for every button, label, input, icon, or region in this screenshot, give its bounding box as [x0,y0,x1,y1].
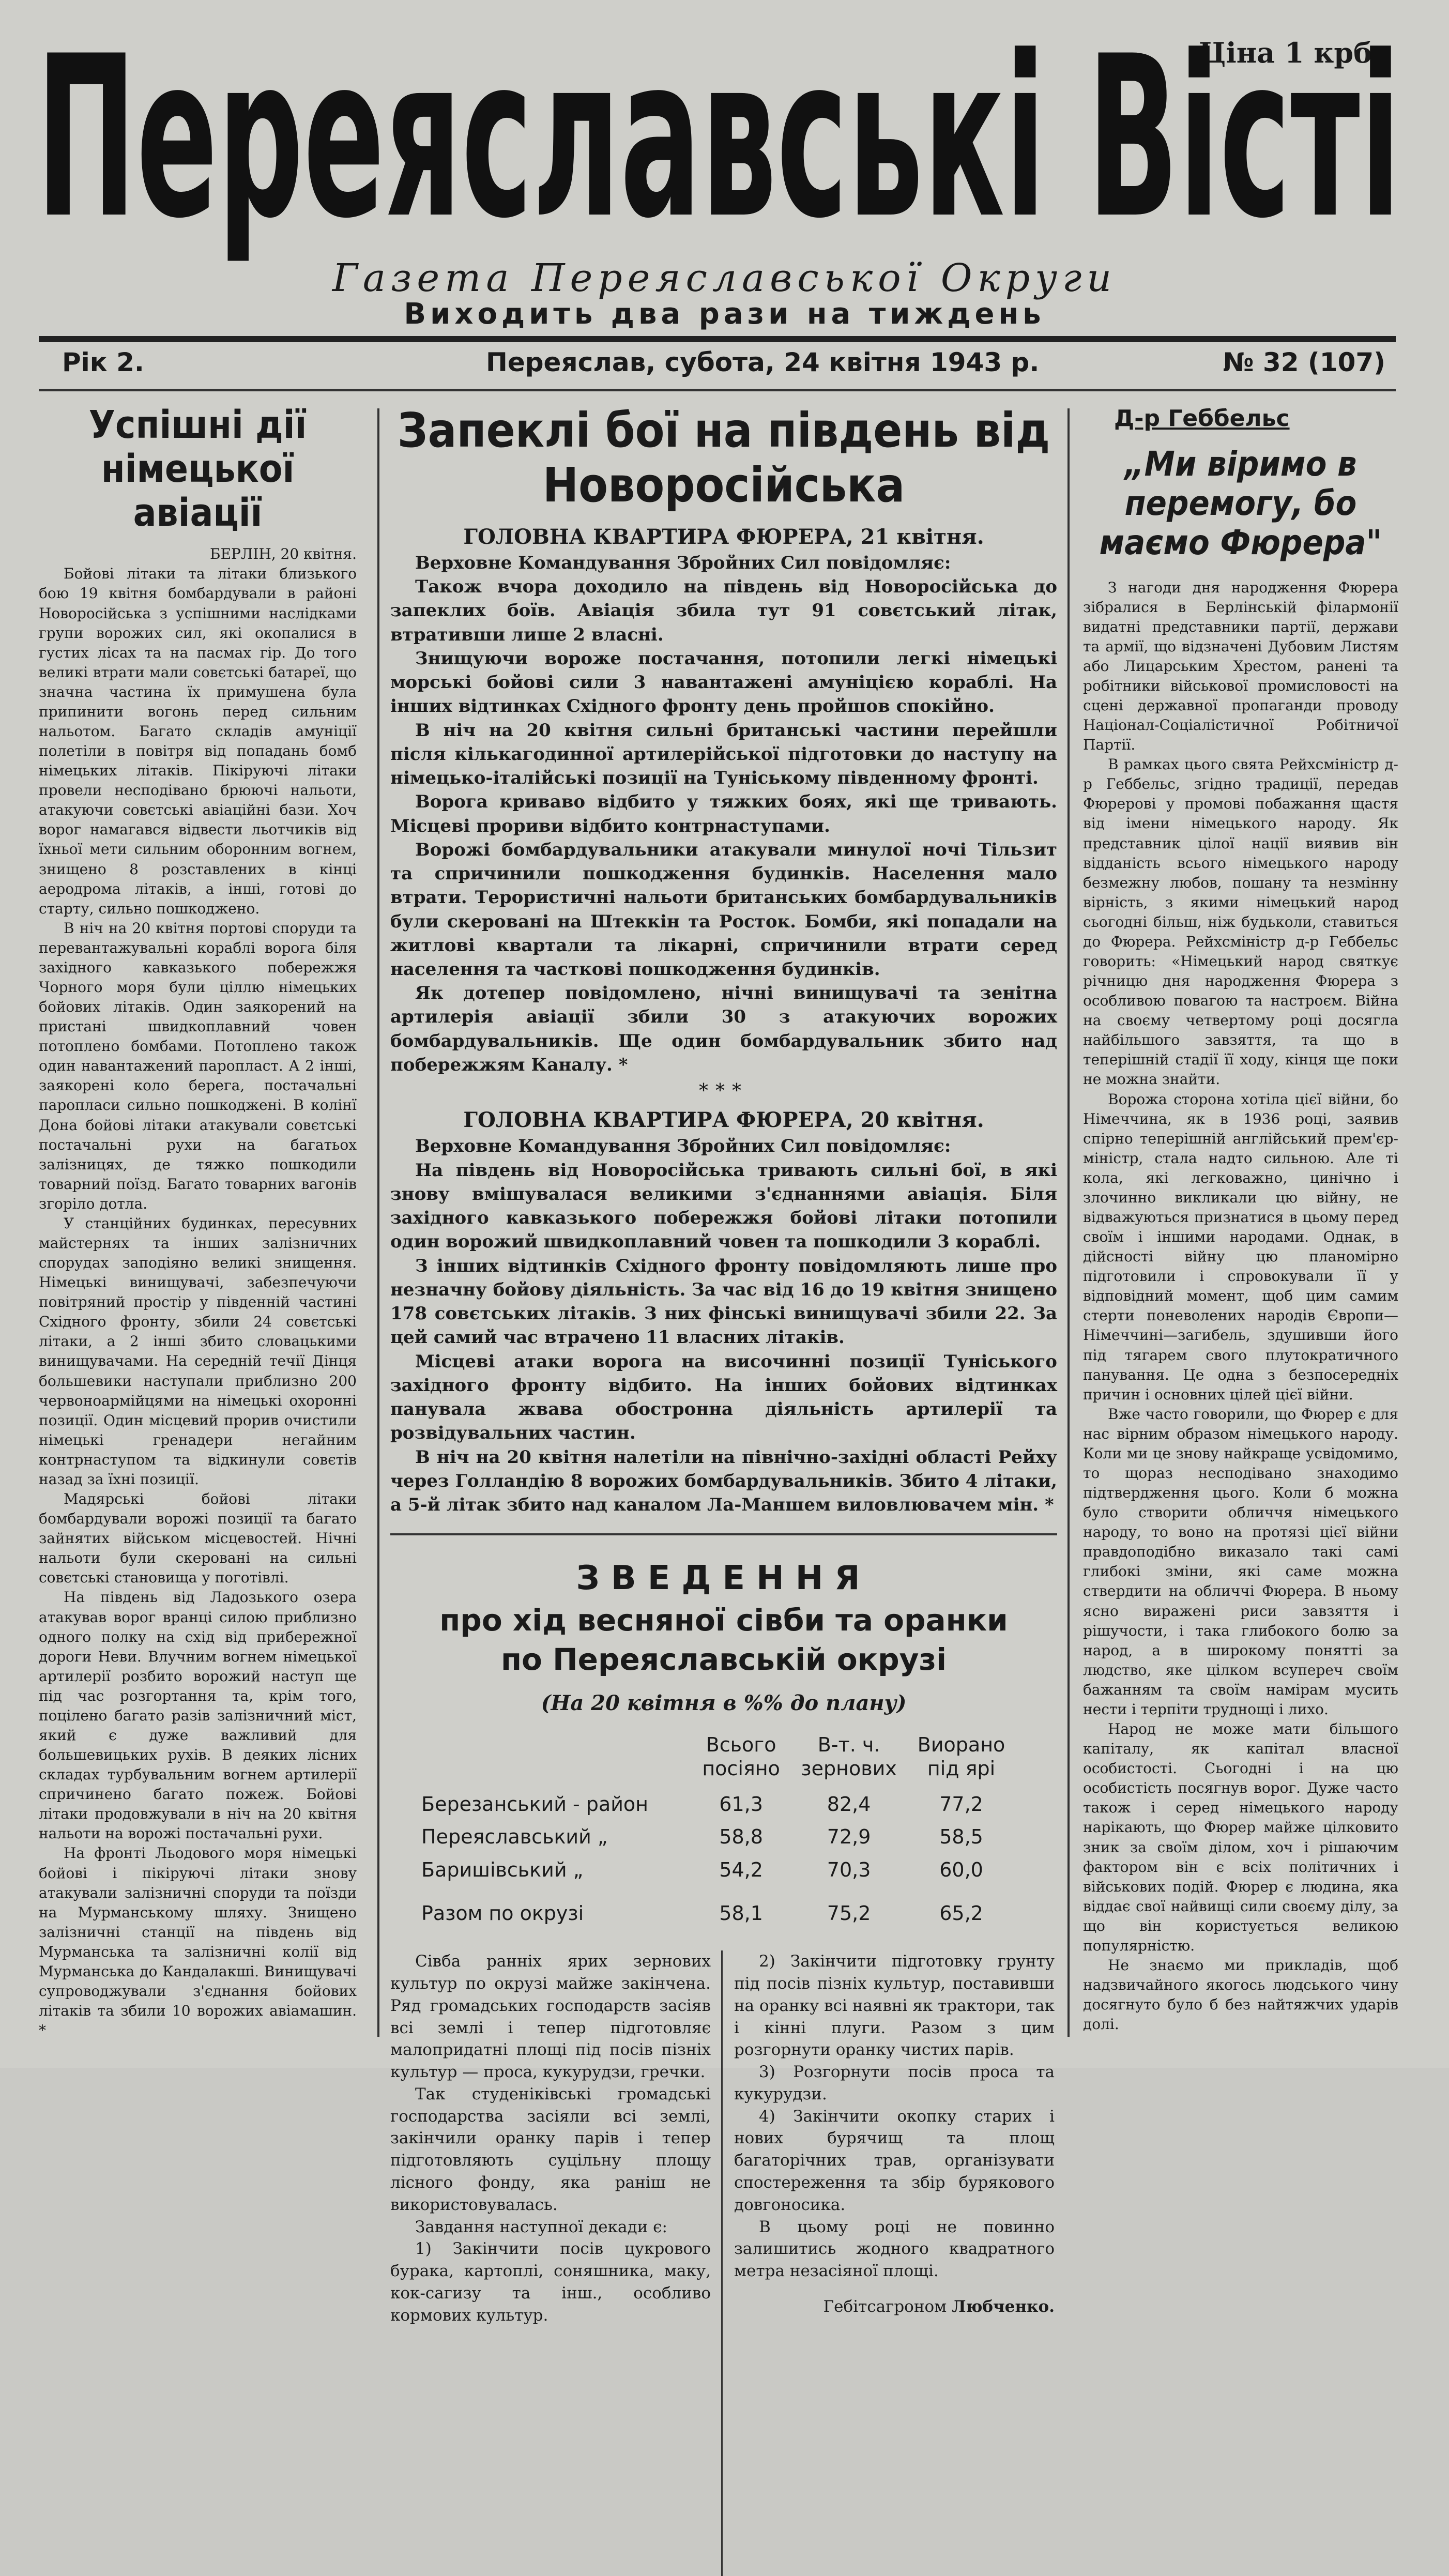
report1-paragraph: Як дотепер повідомлено, нічні винищувачі та зенітна артилерія авіації збили 30 з атакуючих ворожих бомбардувальників. Ще один бомбардувальник збито над побережжям Каналу. * [390,983,1057,1075]
report-paragraph: 1) Закінчити посів цукрового бурака, картоплі, соняшника, маку, кок-сагизу та інш., особливо кормових культур. [390,2239,711,2325]
column-divider-right [1067,408,1070,2037]
right-article-paragraph: З нагоди дня народження Фюрера зібралися в Берлінській філармонії видатні представники партії, держави та армії, що відзначені Дубовим Листям або Лицарським Хрестом, ранені та робітники військової промисловості на сцені державної пропаганди проводу Націонал-Соціалістичної Робітничої Партії. [1083,578,1398,754]
report-divider [390,1533,1057,1535]
report-paragraph: Так студеніківські громадські господарства засіяли всі землі, закінчили оранку парів і тепер підготовляють суцільну площу лісного фонду, яка раніш не використовувалась. [390,2084,711,2214]
report2-paragraph: В ніч на 20 квітня налетіли на північно-західні області Рейху через Голландію 8 ворожих бомбардувальників. Збито 4 літаки, а 5-й літак збито над каналом Ла-Маншем виловлювачем мін. * [390,1446,1057,1515]
report-signature [734,2296,1055,2318]
table-header-blank [421,1733,691,1788]
masthead-rule-bottom [39,389,1396,391]
report-paragraph: Завдання наступної декади є: [415,2217,667,2236]
newspaper-title [21,9,1416,267]
price: Ціна 1 крб. [1199,36,1382,69]
report2-heading: ГОЛОВНА КВАРТИРА ФЮРЕРА, 20 квітня. [463,1108,984,1133]
volume-year: Рік 2. [62,347,144,377]
table-cell: 75,2 [827,1901,871,1925]
left-article-paragraph: Мадярські бойові літаки бомбардували ворожі позиції та багато зайнятих військом місцевостей. Нічні нальоти були скеровані на сильні совєтські становища у поготівлі. [39,1490,357,1587]
report-paragraph: Сівба ранніх ярих зернових культур по окрузі майже закінчена. Ряд громадських господарств засіяв всі землі і тепер підготовляє малопридатні площі під посів пізніх культур — проса, кукурудзи, гречки. [390,1952,711,2082]
left-article-paragraph: На фронті Льодового моря німецькі бойові і пікіруючі літаки знову атакували залізничні споруди та поїзди на Мурманському шляху. Знищено залізничні станції на південь від Мурманська та залізничні колії від Мурманська до Кандалакші. Винищувачі супроводжували з'єднання бойових літаків та збили 10 ворожих авіамашин. * [39,1845,357,2039]
table-cell: 61,3 [719,1792,763,1816]
report1-paragraph: Знищуючи вороже постачання, потопили легкі німецькі морські бойові сили 3 навантажені амуніцією кораблі. На інших відтинках Східного фронту день пройшов спокійно. [390,648,1057,717]
right-article-paragraph: Не знаємо ми прикладів, щоб надзвичайного якогось людського чину досягнуто було б без найтяжчих ударів долі. [1083,1956,1398,2033]
column-divider-left [377,408,379,2037]
table-cell: 54,2 [719,1858,763,1881]
table-header: Всього посіяно [702,1733,780,1780]
right-article-paragraph: Вже часто говорили, що Фюрер є для нас вірним образом німецького народу. Коли ми це знову найкраще усвідомимо, то щораз несподівано знаходимо підтвердження цього. Коли б можна було створити обличчя німецького народу, то воно на протязі цієї війни правдоподібно виказало такі самі глибокі зміни, які саме можна ствердити на обличчі Фюрера. В ньому ясно виражені риси завзяття і рішучости, і така глибокого болю за народ, а в широкому понятті за людство, яке цілком всупереч своїм бажанням та своїм намірам мусить нести і терпіти труднощі і лихо. [1083,1405,1398,1718]
main-article [390,403,1057,2325]
table-cell: 70,3 [827,1858,871,1881]
table-cell: 82,4 [827,1792,871,1816]
table-row [421,1821,1016,1854]
table-cell: 65,2 [939,1901,983,1925]
right-article-headline: „Ми віримо в перемогу, бо маємо Фюрера" [1099,444,1382,562]
main-article-headline: Запеклі бої на південь від Новоросійська [397,403,1050,513]
table-row-label: Баришівський „ [421,1858,584,1881]
report-title: ЗВЕДЕННЯ [576,1559,872,1598]
article-author: Д-р Геббельс [1114,405,1290,432]
report1-paragraph: В ніч на 20 квітня сильні британські частини перейшли після кількагодинної артилерійської підготовки до наступу на німецько-італійські позиції на Туніському південному фронті. [390,720,1057,789]
left-article-dateline: БЕРЛІН, 20 квітня. [210,545,357,563]
table-row-total [421,1887,1016,1930]
table-row [421,1854,1016,1887]
left-article-paragraph: На південь від Ладозького озера атакував ворог вранці силою приблизно одного полку на схід від прибережної дороги Неви. Влучним вогнем німецької артилерії розбито ворожий наступ ще під час розгортання та, крім того, поцілено багато разів залізничний міст, який є дуже важливий для большевицьких рухів. В деяких лісних складах турбувальним вогнем артилерії спричинено багато пожеж. Бойові літаки продовжували в ніч на 20 квітня нальоти на ворожі постачальні рухи. [39,1589,357,1842]
table-cell: 72,9 [827,1825,871,1849]
report1-intro: Верховне Командування Збройних Сил повідомляє: [415,552,951,573]
table-cell: 58,1 [719,1901,763,1925]
table-cell: 58,8 [719,1825,763,1849]
right-article-paragraph: Ворожа сторона хотіла цієї війни, бо Німеччина, як в 1936 році, заявив спірно теперішній англійський прем'єр-міністр, стала надто сильною. Але ті кола, які легковажно, цинічно і злочинно викликали цю війну, не відважуються признатися в цьому перед своїм і іншими народами. Однак, в дійсності війну цю планомірно підготовили і спровокували її у відповідний момент, щоб цим самим стерти поневолених народів Європи—Німеччині—загибель, здушивши його під тягарем свого плутократичного панування. Це одна з безпосередніх причин і основних цілей цієї війни. [1083,1090,1398,1403]
table-row-label: Переяславський „ [421,1825,608,1849]
report2-intro: Верховне Командування Збройних Сил повідомляє: [415,1136,951,1157]
table-cell: 58,5 [939,1825,983,1849]
right-article-paragraph: Народ не може мати більшого капіталу, як капітал власної особистості. Сьогодні і на цю особистість посягнув ворог. Дуже часто також і серед німецького народу нарікають, що Фюрер майже цілковито зник за своїм ділом, хоч і рішаючим фактором він є всіх політичних і військових подій. Фюрер є людина, яка віддає свої найвищі сили своєму ділу, за що він користується великою популярністю. [1083,1720,1398,1954]
left-column-article [39,403,357,2047]
report-paragraph: В цьому році не повинно залишитись жодного квадратного метра незасіяної площі. [734,2217,1055,2281]
report1-paragraph: Ворожі бомбардувальники атакували минулої ночі Тільзит та спричинили пошкодження будинків. Населення мало втрати. Терористичні нальоти британських бомбардувальників були скеровані на Штеккін та Росток. Бомби, які попадали на житлові квартали та лікарні, спричинили втрати серед населення та часткові пошкодження будинків. [390,839,1057,980]
report-subtitle-line1: про хід весняної сівби та оранки [439,1603,1008,1638]
report2-paragraph: На південь від Новоросійська тривають сильні бої, в які знову вмішувалася великими з'єднаннями авіація. Біля західного кавказького побережжя бойові літаки потопили один ворожий швидкоплавний човен та пошкодили 3 кораблі. [390,1160,1057,1253]
left-article-paragraph: Бойові літаки та літаки близького бою 19 квітня бомбардували в районі Новоросійська з успішними наслідками групи ворожих сил, які окопалися в густих лісах та на пасмах гір. До того великі втрати мали совєтські батареї, що значна частина їх примушена була припинити вогонь перед сильним нальотом. Багато складів амуніції полетіли в повітря від попадань бомб німецьких літаків. Пікіруючі літаки провели несподівано брюючі нальоти, атакуючи совєтські авіаційні бази. Хоч ворог намагався відвести льотчиків від їхньої мети сильним оборонним вогнем, знищено 8 розставлених в кінці аеродрома літаків, а інші, готові до старту, сильно пошкоджено. [39,565,357,917]
issue-info-bar [62,347,1385,384]
table-header: Виорано під ярі [917,1733,1005,1780]
signature-title: Гебітсагроном [823,2297,947,2316]
table-row [421,1788,1016,1821]
sowing-table [421,1733,1016,1930]
issue-dateline: Переяслав, субота, 24 квітня 1943 р. [486,347,1040,377]
table-header: В-т. ч. зернових [801,1733,897,1780]
right-article-paragraph: В рамках цього свята Рейхсміністр д-р Геббельс, згідно традиції, передав Фюрерові у промові побажання щастя від імени німецького народу. Як представник цілої нації виявив він відданість всього німецького народу безмежну любов, пошану та незмінну вірність, з якими німецький народ сьогодні більш, ніж будьколи, ставиться до Фюрера. Рейхсміністр д-р Геббельс говорить: «Німецький народ святкує річницю дня народження Фюрера з особливою повагою та настроєм. Війна на своєму четвертому році досягла найбільшого завзяття, та що в теперішній стадії її ходу, кінця ще поки не можна знайти. [1083,756,1398,1088]
report-column-divider [721,1950,723,2576]
masthead-rule-top [39,336,1396,342]
section-separator: *** [699,1080,749,1102]
table-cell: 60,0 [939,1858,983,1881]
table-header-row [421,1733,1016,1788]
issue-number: № 32 (107) [1223,347,1385,377]
left-article-paragraph: В ніч на 20 квітня портові споруди та перевантажувальні кораблі ворога біля західного кавказького побережжя Чорного моря були ціллю німецьких бойових літаків. Один заякорений на пристані швидкоплавний човен потоплено бомбами. Потоплено також один навантажений паропласт. А 2 інші, заякорені коло берега, постачальні паропласи сильно пошкоджені. В колінї Дона бойові літаки атакували совєтські постачальні рухи на багатьох залізницях, де тяжко пошкодили товарний поїзд. Багато товарних вагонів згоріло дотла. [39,919,357,1212]
report-text-col2 [734,1950,1055,2318]
left-article-headline: Успішні дії німецької авіації [88,403,307,536]
table-cell: 77,2 [939,1792,983,1816]
table-row-label: Березанський - район [421,1792,648,1816]
report1-heading: ГОЛОВНА КВАРТИРА ФЮРЕРА, 21 квітня. [463,524,984,549]
report-paragraph: 4) Закінчити окопку старих і нових бурячищ та площ багаторічних трав, організувати спостереження та збір бурякового довгоносика. [734,2107,1055,2214]
report-text-col1 [390,1950,711,2326]
report1-paragraph: Ворога криваво відбито у тяжких боях, які ще тривають. Місцеві прориви відбито контрнаступами. [390,791,1057,836]
report-note: (На 20 квітня в %% до плану) [541,1691,907,1716]
report-subtitle-line2: по Переяславській окрузі [500,1641,947,1677]
report1-paragraph: Також вчора доходило на південь від Новоросійська до запеклих боїв. Авіація збила тут 91 совєтський літак, втративши лише 2 власні. [390,576,1057,645]
report2-paragraph: З інших відтинків Східного фронту повідомляють лише про незначну бойову діяльність. За час від 16 до 19 квітня знищено 178 совєтських літаків. З них фінські винищувачі збили 22. За цей самий час втрачено 11 власних літаків. [390,1255,1057,1348]
publication-frequency: Виходить два рази на тиждень [404,297,1045,331]
report-paragraph: 3) Розгорнути посів проса та кукурудзи. [734,2063,1055,2104]
report-paragraph: 2) Закінчити підготовку грунту під посів пізніх культур, поставивши на оранку всі наявні як трактори, так і кінні плуги. Разом з цим розгорнути оранку чистих парів. [734,1952,1055,2060]
newspaper-subtitle: Газета Переяславської Округи [332,256,1117,300]
signature-name: Любченко. [952,2297,1055,2316]
report2-paragraph: Місцеві атаки ворога на височинні позиції Туніського західного фронту відбито. На інших бойових відтинках панувала жвава обостронна діяльність артилерії та розвідувальних частин. [390,1351,1057,1444]
newspaper-title-text: Переяславські Вісті [36,9,1401,267]
table-row-label: Разом по окрузі [421,1901,584,1925]
right-column-article [1083,403,1398,2047]
left-article-paragraph: У станційних будинках, пересувних майстернях та інших залізничних спорудах заподіяно великі знищення. Німецькі винищувачі, забезпечуючи повітряний простір у південній частині Східного фронту, збили 24 совєтські літаки, а 2 інші збито словацькими винищувачами. На середній течії Дінця большевики наступали приблизно 200 червоноармійцями на німецькі охоронні позиції. Один місцевий прорив очистили німецькі гренадери негайним контрнаступом та відкинули совєтів назад за їхні позиції. [39,1214,357,1488]
